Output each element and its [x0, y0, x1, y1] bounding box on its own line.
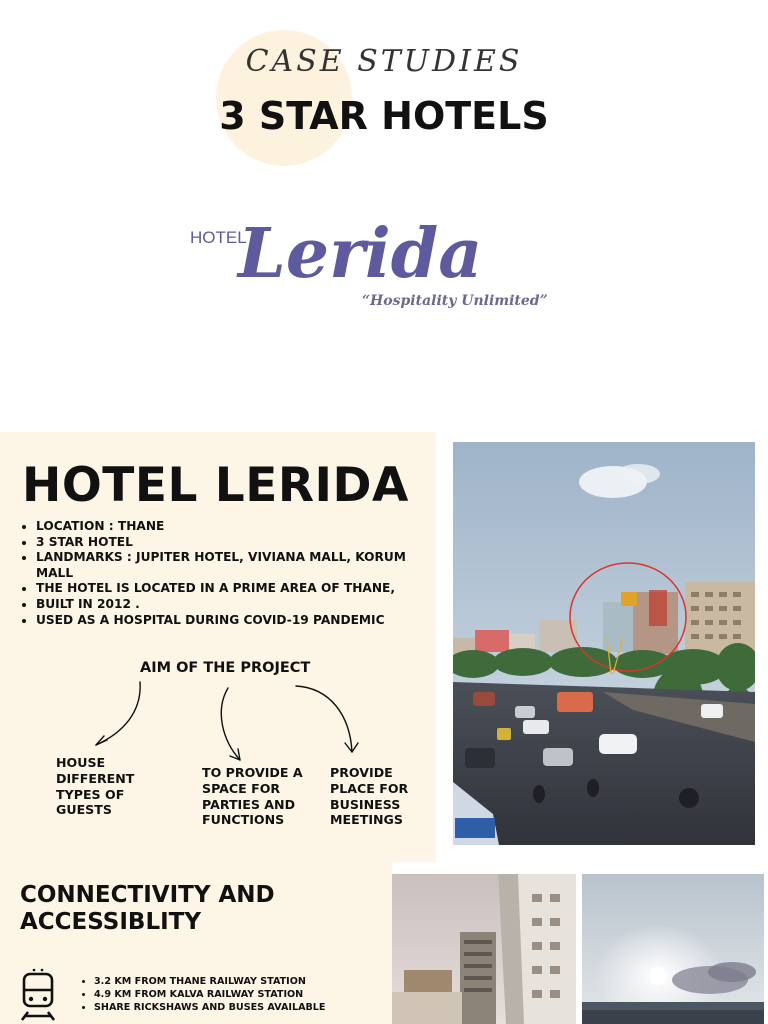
train-icon [20, 968, 56, 1022]
aim-item-parties: TO PROVIDE A SPACE FOR PARTIES AND FUNCTIONS [202, 765, 303, 828]
list-item: • 3 STAR HOTEL [36, 535, 436, 551]
page-subtitle: CASE STUDIES [245, 44, 523, 79]
logo-tagline: “Hospitality Unlimited” [362, 293, 548, 309]
page-title: 3 STAR HOTELS [219, 94, 549, 138]
list-item: • SHARE RICKSHAWS AND BUSES AVAILABLE [94, 1002, 394, 1015]
aim-heading: AIM OF THE PROJECT [140, 660, 311, 676]
list-item: • USED AS A HOSPITAL DURING COVID-19 PANDEMIC [36, 613, 436, 629]
logo-prefix: HOTEL [190, 228, 247, 247]
connectivity-heading: CONNECTIVITY AND ACCESSIBLITY [20, 882, 275, 935]
aim-item-meetings: PROVIDE PLACE FOR BUSINESS MEETINGS [330, 765, 409, 828]
list-item: • 4.9 KM FROM KALVA RAILWAY STATION [94, 989, 394, 1002]
list-item: • LOCATION : THANE [36, 519, 436, 535]
building-photo [392, 874, 576, 1024]
list-item: • 3.2 KM FROM THANE RAILWAY STATION [94, 976, 394, 989]
arrow-left-head [96, 736, 107, 745]
hotel-name-heading: HOTEL LERIDA [22, 458, 409, 513]
list-item: • BUILT IN 2012 . [36, 597, 436, 613]
arrow-right [296, 686, 352, 752]
connectivity-list [80, 976, 394, 1014]
logo-name: Lerida [238, 214, 483, 294]
sunset-photo [582, 874, 764, 1024]
list-item: • LANDMARKS : JUPITER HOTEL, VIVIANA MALL, KORUM MALL [36, 550, 436, 581]
aim-item-guests: HOUSE DIFFERENT TYPES OF GUESTS [56, 755, 135, 818]
arrow-left [96, 682, 140, 745]
arrow-middle [221, 688, 240, 760]
hotel-lerida-logo [180, 205, 570, 320]
hotel-street-photo [453, 442, 755, 845]
hotel-facts-list [20, 519, 436, 628]
list-item: • THE HOTEL IS LOCATED IN A PRIME AREA OF THANE, [36, 581, 436, 597]
